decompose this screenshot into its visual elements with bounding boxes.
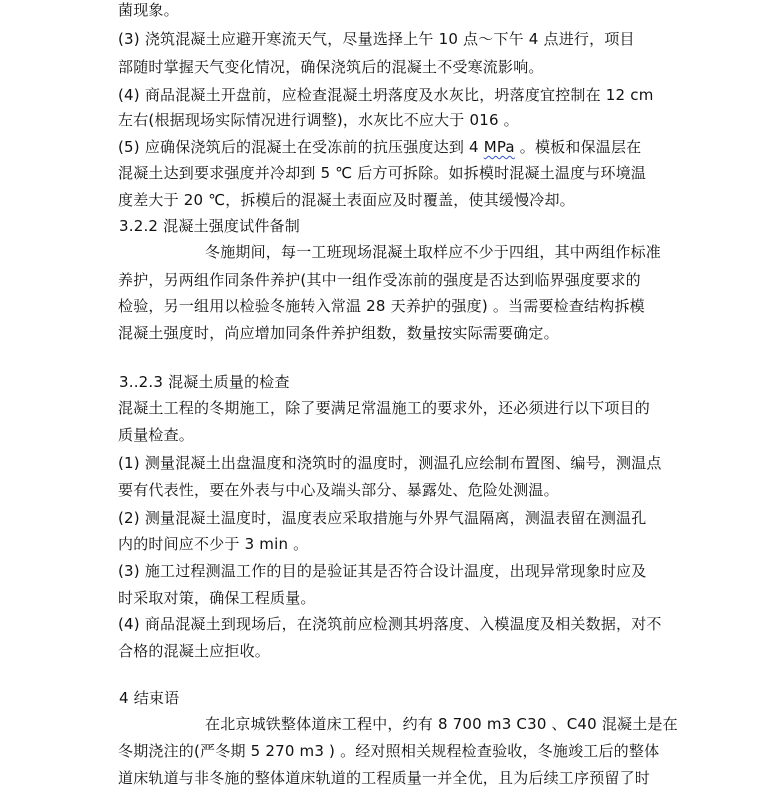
text-line: 内的时间应不少于 3 min 。 [118,535,309,553]
text-line: 混凝土工程的冬期施工，除了要满足常温施工的要求外，还必须进行以下项目的 [118,399,651,417]
text-line: 度差大于 20 ℃，拆模后的混凝土表面应及时覆盖，使其缓慢冷却。 [118,191,575,209]
text-line: (3) 施工过程测温工作的目的是验证其是否符合设计温度，出现异常现象时应及 [118,562,647,580]
text-line [118,137,641,157]
text-line: 左右(根据现场实际情况进行调整)，水灰比不应大于 016 。 [118,111,519,129]
text-line: 质量检查。 [118,426,195,444]
text-line: 混凝土达到要求强度并冷却到 5 ℃ 后方可拆除。如拆模时混凝土温度与环境温 [118,164,647,182]
text-line: (4) 商品混凝土开盘前，应检查混凝土坍落度及水灰比，坍落度宜控制在 12 cm [118,86,654,104]
text-span: (5) 应确保浇筑后的混凝土在受冻前的抗压强度达到 4 [118,138,484,156]
text-line: 部随时掌握天气变化情况，确保浇筑后的混凝土不受寒流影响。 [118,58,544,76]
text-line: 检验，另一组用以检验冬施转入常温 28 天养护的强度) 。当需要检查结构拆模 [118,297,645,315]
text-line: (2) 测量混凝土温度时，温度表应采取措施与外界气温隔离，测温表留在测温孔 [118,509,647,527]
text-line: 菌现象。 [118,1,179,19]
spellcheck-underlined-unit: MPa [483,138,515,156]
text-line: 要有代表性，要在外表与中心及端头部分、暴露处、危险处测温。 [118,481,559,499]
text-line: (1) 测量混凝土出盘温度和浇筑时的温度时，测温孔应绘制布置图、编号，测温点 [118,454,662,472]
text-line: 养护，另两组作同条件养护(其中一组作受冻前的强度是否达到临界强度要求的 [118,271,641,289]
text-line: 在北京城铁整体道床工程中，约有 8 700 m3 C30 、C40 混凝土是在 [205,715,678,733]
text-line: (4) 商品混凝土到现场后，在浇筑前应检测其坍落度、入模温度及相关数据，对不 [118,615,662,633]
text-line: 冬期浇注的(严冬期 5 270 m3 ) 。经对照相关规程检查验收，冬施竣工后的整体 [118,742,660,760]
text-line: (3) 浇筑混凝土应避开寒流天气，尽量选择上午 10 点～下午 4 点进行，项目 [118,30,635,48]
text-span: 。模板和保温层在 [514,138,642,156]
text-line: 合格的混凝土应拒收。 [118,642,271,660]
section-heading: 3.2.2 混凝土强度试件备制 [119,217,300,235]
section-heading: 4 结束语 [119,689,180,707]
text-line: 道床轨道与非冬施的整体道床轨道的工程质量一并全优，且为后续工序预留了时 [118,769,651,787]
text-line: 时采取对策，确保工程质量。 [118,589,316,607]
text-line: 冬施期间，每一工班现场混凝土取样应不少于四组，其中两组作标准 [205,243,662,261]
text-line: 混凝土强度时，尚应增加同条件养护组数，数量按实际需要确定。 [118,324,559,342]
section-heading: 3..2.3 混凝土质量的检查 [119,373,290,391]
